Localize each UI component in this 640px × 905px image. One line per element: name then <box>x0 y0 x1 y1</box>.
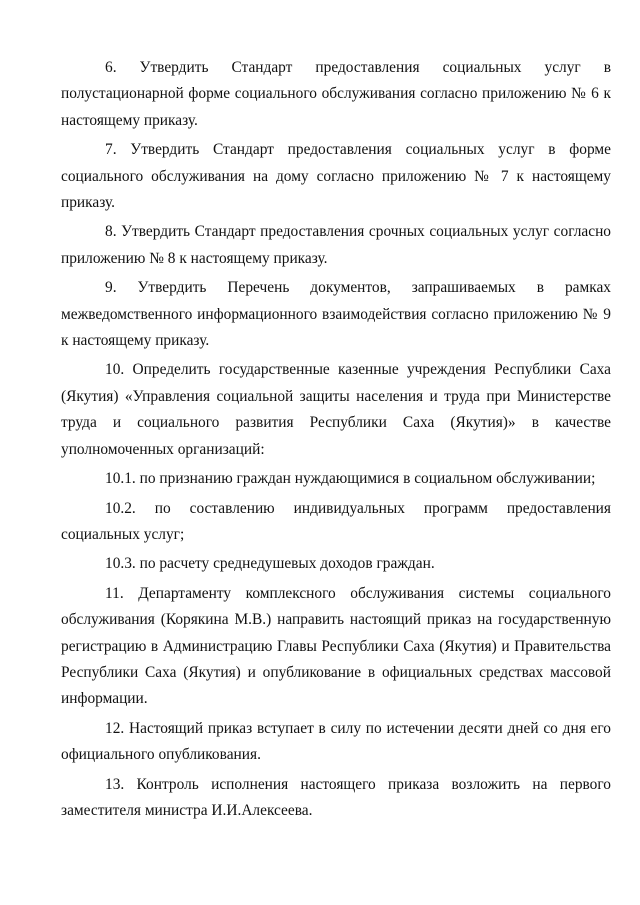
paragraph-item-8: 8. Утвердить Стандарт предоставления срочных социальных услуг согласно приложению № 8 к настоящему приказу. <box>61 223 611 267</box>
paragraph-item-13: 13. Контроль исполнения настоящего приказа возложить на первого заместителя министра И.И.Алексеева. <box>61 775 611 819</box>
paragraph-item-7: 7. Утвердить Стандарт предоставления социальных услуг в форме социального обслуживания на дому согласно приложению № 7 к настоящему приказу. <box>61 141 611 212</box>
paragraph-item-12: 12. Настоящий приказ вступает в силу по истечении десяти дней со дня его официального опубликования. <box>61 719 611 764</box>
paragraph-item-6: 6. Утвердить Стандарт предоставления социальных услуг в полустационарной форме социального обслуживания согласно приложению № 6 к настоящему приказу. <box>61 59 611 129</box>
paragraph-item-10-1: 10.1. по признанию граждан нуждающимися в социальном обслуживании; <box>105 470 596 488</box>
paragraph-item-10: 10. Определить государственные казенные учреждения Республики Саха (Якутия) «Управления социальной защиты населения и труда при Министерстве труда и социального развития Республики Саха (Якутия)» в качестве уполномоченных организаций: <box>61 361 611 458</box>
paragraph-item-10-3: 10.3. по расчету среднедушевых доходов граждан. <box>105 555 435 573</box>
paragraph-item-10-2: 10.2. по составлению индивидуальных программ предоставления социальных услуг; <box>61 499 611 543</box>
paragraph-item-9: 9. Утвердить Перечень документов, запрашиваемых в рамках межведомственного информационного взаимодействия согласно приложению № 9 к настоящему приказу. <box>61 279 611 350</box>
paragraph-item-11: 11. Департаменту комплексного обслуживания системы социального обслуживания (Корякина М.В.) направить настоящий приказ на государственную регистрацию в Администрацию Главы Республики Саха (Якутия) и Правительства Республики Саха (Якутия) и опубликование в официальных средствах массовой информации. <box>61 584 611 708</box>
document-page <box>61 55 611 827</box>
